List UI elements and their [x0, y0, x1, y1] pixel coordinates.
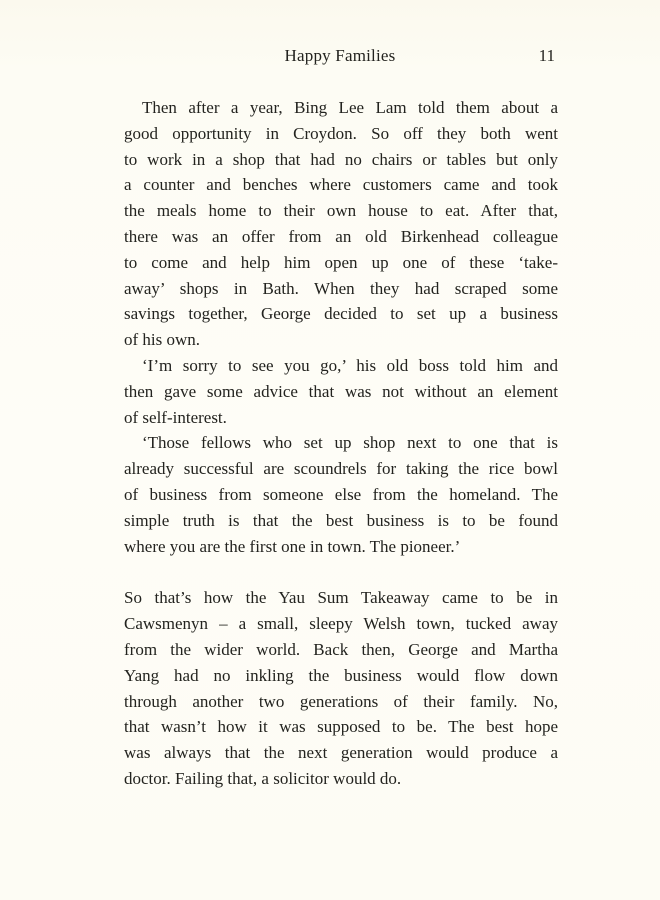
text-line: through another two generations of their family. No, [124, 691, 558, 711]
text-line: of self-interest. [124, 407, 227, 427]
text-line: was always that the next generation would produce a [124, 743, 558, 763]
text-line: away’ shops in Bath. When they had scraped some [124, 278, 558, 298]
section-break [124, 559, 558, 585]
text-line: that wasn’t how it was supposed to be. The best hope [124, 717, 558, 737]
text-line: there was an offer from an old Birkenhead colleague [124, 226, 558, 246]
page-header [0, 46, 660, 74]
paragraph [124, 585, 558, 791]
text-line: from the wider world. Back then, George and Martha [124, 639, 558, 659]
body-text [124, 95, 558, 792]
text-line: of his own. [124, 330, 201, 350]
text-line: savings together, George decided to set up a business [124, 304, 558, 324]
text-line: the meals home to their own house to eat. After that, [124, 201, 558, 221]
text-line: good opportunity in Croydon. So off they both went [124, 123, 558, 143]
text-line: where you are the first one in town. The pioneer.’ [124, 536, 461, 556]
text-line: ‘I’m sorry to see you go,’ his old boss told him and [142, 355, 558, 375]
text-line: Cawsmenyn – a small, sleepy Welsh town, tucked away [124, 614, 558, 634]
text-line: ‘Those fellows who set up shop next to one that is [142, 433, 558, 453]
text-line: a counter and benches where customers came and took [124, 175, 558, 195]
page-number: 11 [538, 46, 555, 65]
text-line: already successful are scoundrels for taking the rice bowl [124, 459, 558, 479]
text-line: So that’s how the Yau Sum Takeaway came to be in [124, 588, 558, 608]
text-line: then gave some advice that was not without an element [124, 381, 558, 401]
text-line: Yang had no inkling the business would flow down [124, 665, 558, 685]
running-title: Happy Families [284, 46, 396, 65]
text-line: to work in a shop that had no chairs or tables but only [124, 149, 558, 169]
text-line: simple truth is that the best business is to be found [124, 510, 558, 530]
paragraph [124, 353, 558, 430]
paragraph [124, 430, 558, 559]
paragraph [124, 95, 558, 353]
text-line: to come and help him open up one of these ‘take- [124, 252, 558, 272]
text-line: doctor. Failing that, a solicitor would do. [124, 768, 402, 788]
text-line: Then after a year, Bing Lee Lam told them about a [142, 98, 558, 117]
text-line: of business from someone else from the homeland. The [124, 484, 558, 504]
